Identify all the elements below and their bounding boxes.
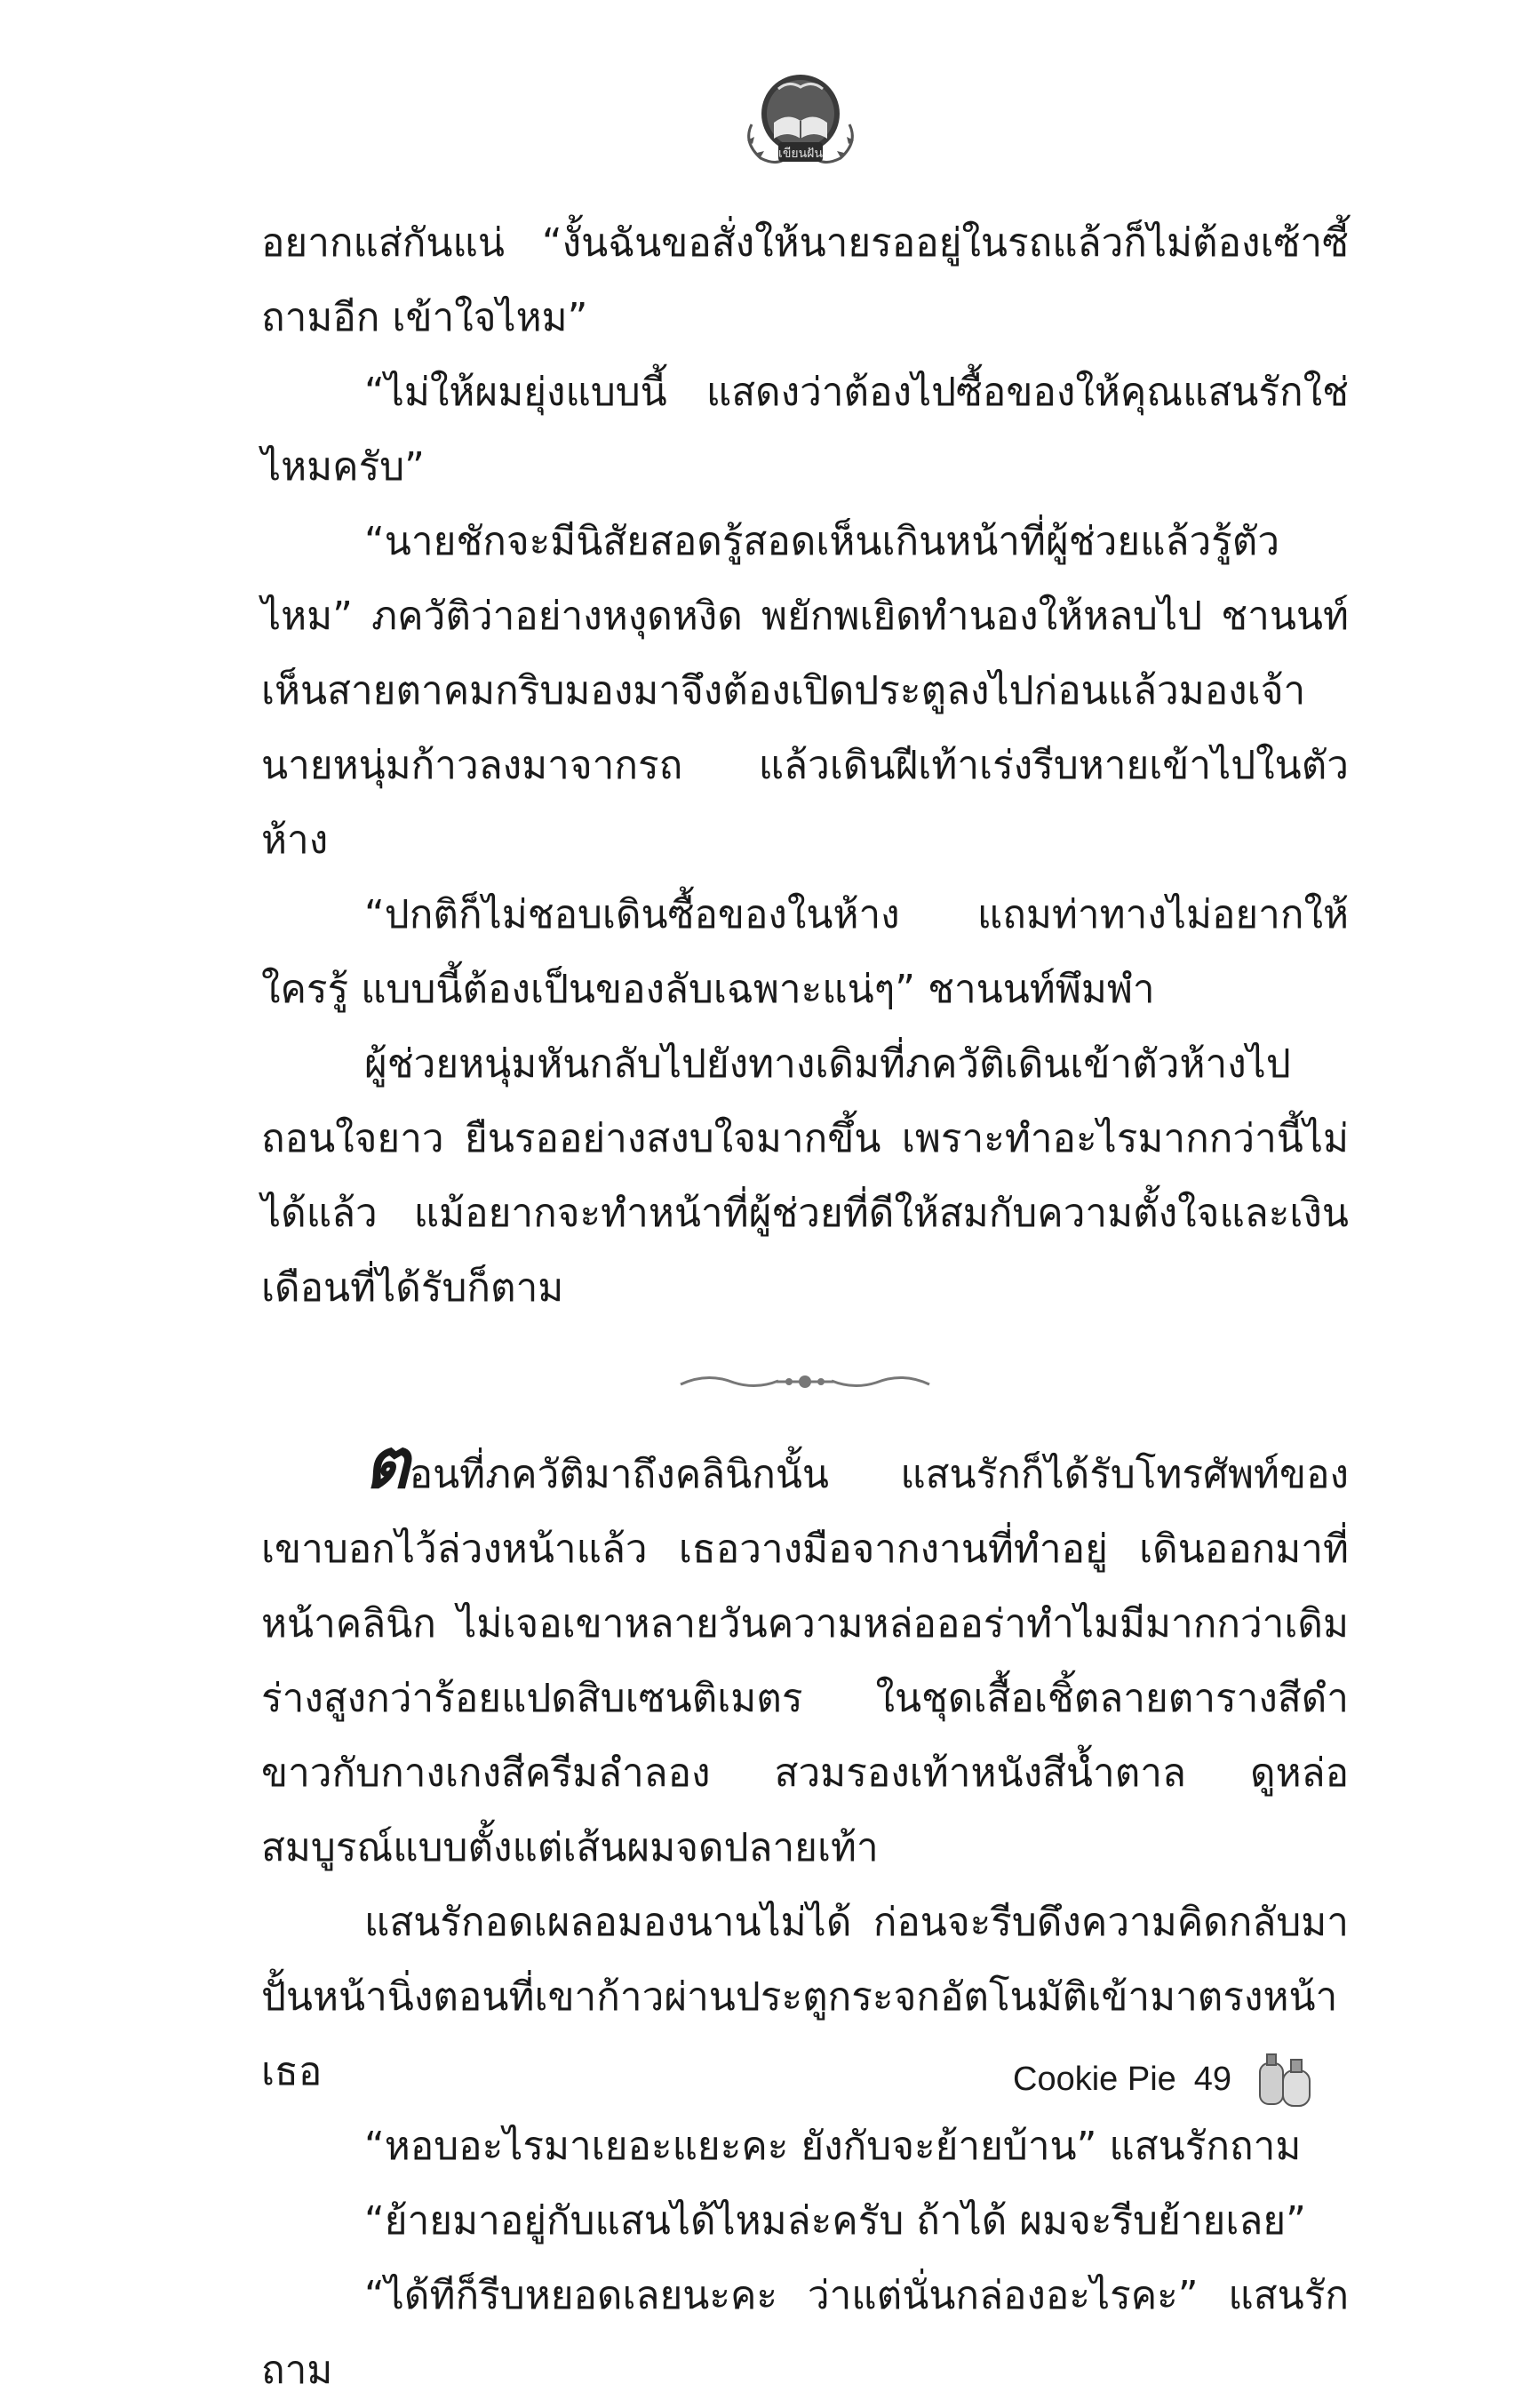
paragraph: “ไม่ให้ผมยุ่งแบบนี้ แสดงว่าต้องไปซื้อของให้คุณแสนรักใช่ไหมครับ” — [261, 370, 1349, 490]
paragraph-group-2 — [261, 1886, 1349, 2408]
page-footer — [1013, 2044, 1351, 2115]
page-number: 49 — [1193, 2060, 1232, 2098]
section-opening-text: อนที่ภควัติมาถึงคลินิกนั้น แสนรักก็ได้รับโทรศัพท์ของเขาบอกไว้ล่วงหน้าแล้ว เธอวางมือจากงานที่ทำอยู่ เดินออกมาที่หน้าคลินิก ไม่เจอเขาหลายวันความหล่อออร่าทำไมมีมากกว่าเดิม ร่างสูงกว่าร้อยแปดสิบเซนติเมตร ในชุดเสื้อเชิ้ตลายตารางสีดำขาวกับกางเกงสีครีมลำลอง สวมรองเท้าหนังสีน้ำตาล ดูหล่อสมบูรณ์แบบตั้งแต่เส้นผมจดปลายเท้า — [261, 1452, 1349, 1870]
paragraph: “ปกติก็ไม่ชอบเดินซื้อของในห้าง แถมท่าทางไม่อยากให้ใครรู้ แบบนี้ต้องเป็นของลับเฉพาะแน่ๆ” ชานนท์พึมพำ — [261, 892, 1349, 1012]
paragraph: “หอบอะไรมาเยอะแยะคะ ยังกับจะย้ายบ้าน” แสนรักถาม — [364, 2124, 1302, 2169]
open-book-wreath-emblem-icon — [734, 53, 867, 178]
section-divider-ornament — [261, 1326, 1349, 1438]
paragraph: อยากแส่กันแน่ “งั้นฉันขอสั่งให้นายรออยู่ในรถแล้วก็ไม่ต้องเซ้าซี้ถามอีก เข้าใจไหม” — [261, 220, 1349, 340]
section-opening-paragraph — [261, 1424, 1349, 1886]
paragraph: “ย้ายมาอยู่กับแสนได้ไหมล่ะครับ ถ้าได้ ผมจะรีบย้ายเลย” — [364, 2198, 1306, 2244]
perfume-bottles-icon — [1249, 2044, 1320, 2115]
paragraph: ผู้ช่วยหนุ่มหันกลับไปยังทางเดิมที่ภควัติเดินเข้าตัวห้างไป ถอนใจยาว ยืนรออย่างสงบใจมากขึ้น เพราะทำอะไรมากกว่านี้ไม่ได้แล้ว แม้อยากจะทำหน้าที่ผู้ช่วยที่ดีให้สมกับความตั้งใจและเงินเดือนที่ได้รับก็ตาม — [261, 1041, 1349, 1311]
paragraph: แสนรักอดเผลอมองนานไม่ได้ ก่อนจะรีบดึงความคิดกลับมาปั้นหน้านิ่งตอนที่เขาก้าวผ่านประตูกระจกอัตโนมัติเข้ามาตรงหน้าเธอ — [261, 1900, 1349, 2094]
drop-cap: ต — [364, 1424, 410, 1504]
paragraph: “นายชักจะมีนิสัยสอดรู้สอดเห็นเกินหน้าที่ผู้ช่วยแล้วรู้ตัวไหม” ภควัติว่าอย่างหงุดหงิด พยักพเยิดทำนองให้หลบไป ชานนท์เห็นสายตาคมกริบมองมาจึงต้องเปิดประตูลงไปก่อนแล้วมองเจ้านายหนุ่มก้าวลงมาจากรถ แล้วเดินฝีเท้าเร่งรีบหายเข้าไปในตัวห้าง — [261, 519, 1349, 863]
publisher-name: Cookie Pie — [1013, 2060, 1176, 2098]
paragraph-group-1 — [261, 206, 1349, 1326]
paragraph: “ได้ทีก็รีบหยอดเลยนะคะ ว่าแต่นั่นกล่องอะไรคะ” แสนรักถาม — [261, 2273, 1349, 2393]
svg-text:เขียนฝัน: เขียนฝัน — [778, 147, 823, 161]
